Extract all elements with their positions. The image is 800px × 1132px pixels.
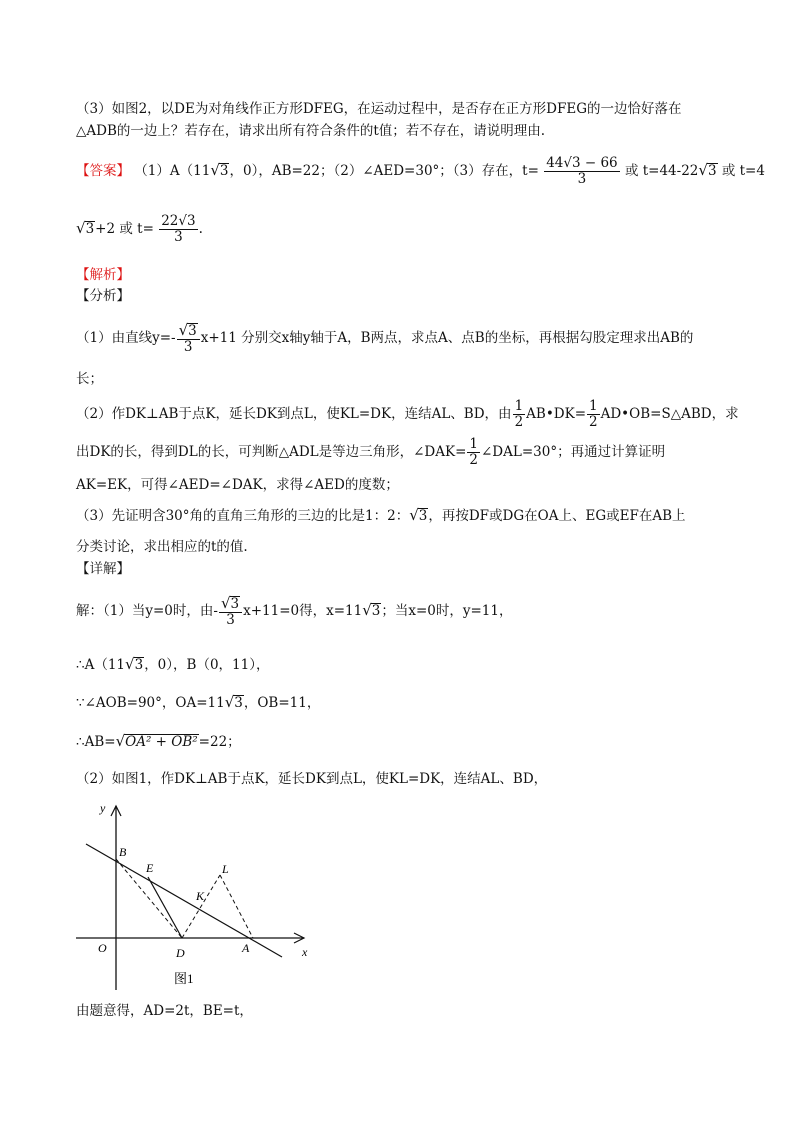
label-a: A	[242, 941, 250, 955]
analysis-2c: AD•OB=S△ABD，求	[600, 406, 739, 422]
detail-1a: 解：（1）当y=0时，由-	[76, 603, 218, 619]
answer-line-1: 【答案】 （1）A（11√3，0），AB=22；（2）∠AED=30°；（3）存在，t= $\frac{44√3 - 66}{3}$ 或 t=44-22√3 或 t=4	[76, 155, 765, 187]
fraction-sqrt3-over-3: $\frac{√3}{3}$	[219, 596, 242, 628]
question-3-line-1: （3）如图2，以DE为对角线作正方形DFEG，在运动过程中，是否存在正方形DFEG的一边恰好落在	[76, 101, 682, 117]
detail-step-1: 解：（1）当y=0时，由- $\frac{√3}{3}$ x+11=0得，x=11√3；当x=0时，y=11，	[76, 593, 513, 628]
sqrt-3: 3	[707, 163, 717, 179]
sqrt-3: 3	[219, 163, 229, 179]
detail-4a: ∴AB=	[76, 734, 116, 750]
analysis-2f: AK=EK，可得∠AED=∠DAK，求得∠AED的度数；	[76, 477, 399, 493]
detail-step-2: ∴A（11√3，0），B（0，11），	[76, 655, 270, 673]
analysis-1c: 长；	[76, 371, 103, 387]
den-2: 2	[589, 414, 598, 430]
analysis-1b: x+11 分别交x轴y轴于A，B两点，求点A、点B的坐标，再根据勾股定理求出AB的	[200, 330, 694, 346]
answer-line-2: √3+2 或 t= $\frac{22√3}{3}$ .	[76, 213, 203, 245]
answer-or2: 或 t=4	[721, 163, 765, 179]
den-3: 3	[183, 338, 193, 355]
jiexi-heading: 【解析】	[76, 267, 130, 283]
sqrt-3: 3	[234, 695, 243, 711]
fraction-t1-num: 44√3 − 66	[546, 155, 618, 171]
fraction-t2-den: 3	[174, 229, 183, 245]
label-b: B	[119, 845, 127, 859]
sqrt-3: 3	[418, 508, 428, 524]
label-k: K	[196, 889, 205, 903]
analysis-3: （3）先证明含30°角的直角三角形的三边的比是1：2：√3，再按DF或DG在OA上、EG或EF在AB上	[76, 506, 686, 524]
analysis-3c: 分类讨论，求出相应的t的值.	[76, 539, 248, 555]
detail-1b: x+11=0得，x=11	[243, 603, 363, 619]
detail-step-5: （2）如图1，作DK⊥AB于点K，延长DK到点L，使KL=DK，连结AL、BD，	[76, 771, 548, 787]
answer-part1: （1）A（11	[134, 163, 211, 179]
segment-la	[220, 875, 253, 938]
fraction-t1	[544, 156, 619, 187]
detail-2b: ，0），B（0，11），	[144, 657, 270, 673]
answer-line2a: +2 或 t=	[95, 221, 154, 237]
detail-step-6: 由题意得，AD=2t，BE=t，	[76, 1003, 253, 1019]
answer-part1b: ，0），AB=22；（2）∠AED=30°；（3）存在，t=	[229, 163, 539, 179]
segment-dl	[182, 875, 220, 938]
figure-caption: 图1	[174, 971, 194, 986]
segment-ed	[148, 877, 182, 938]
analysis-1a: （1）由直线y=-	[76, 330, 176, 346]
detail-step-4: ∴AB=√OA² + OB²=22；	[76, 732, 241, 750]
analysis-3a: （3）先证明含30°角的直角三角形的三边的比是1：2：	[76, 508, 410, 524]
fraction-half	[587, 399, 600, 430]
num-1: 1	[469, 436, 478, 452]
sqrt-3: 3	[85, 221, 95, 237]
analysis-2d: 出DK的长，得到DL的长，可判断△ADL是等边三角形，∠DAK=	[76, 444, 467, 460]
label-e: E	[146, 861, 154, 875]
figure-1	[70, 800, 320, 996]
label-l: L	[222, 862, 229, 876]
sqrt-oa2-ob2: OA² + OB²	[125, 734, 198, 750]
xiangjie-heading: 【详解】	[76, 561, 130, 577]
analysis-1	[76, 320, 693, 356]
label-d: D	[176, 946, 185, 960]
fenxi-heading: 【分析】	[76, 288, 130, 304]
label-x: x	[302, 945, 308, 959]
answer-or1: 或 t=44-22	[624, 163, 699, 179]
sqrt-3: 3	[134, 657, 144, 673]
den-2: 2	[514, 414, 524, 430]
sqrt-3: 3	[371, 603, 381, 619]
analysis-2a: （2）作DK⊥AB于点K，延长DK到点L，使KL=DK，连结AL、BD，由	[76, 406, 512, 422]
answer-tag: 【答案】	[76, 163, 130, 179]
detail-3a: ∵∠AOB=90°，OA=11	[76, 695, 225, 711]
detail-4b: =22；	[198, 734, 241, 750]
detail-1c: ；当x=0时，y=11，	[381, 603, 513, 619]
analysis-2e: ∠DAL=30°；再通过计算证明	[481, 444, 666, 460]
fraction-t1-den: 3	[577, 171, 587, 187]
analysis-2b: AB•DK=	[526, 406, 587, 422]
answer-end: .	[198, 221, 203, 237]
sqrt-3: 3	[230, 595, 240, 612]
sqrt-3: 3	[188, 322, 197, 339]
den-3: 3	[226, 611, 235, 628]
analysis-3b: ，再按DF或DG在OA上、EG或EF在AB上	[428, 508, 686, 524]
detail-2a: ∴A（11	[76, 657, 126, 673]
label-o: O	[98, 941, 107, 955]
analysis-2-line2	[76, 434, 665, 470]
label-y: y	[100, 801, 106, 815]
fraction-sqrt3-over-3: $\frac{√3}{3}$	[177, 323, 200, 355]
fraction-t2-num: 22√3	[161, 213, 196, 229]
detail-step-3: ∵∠AOB=90°，OA=11√3，OB=11，	[76, 693, 321, 711]
question-3-line-2: △ADB的一边上？若存在，请求出所有符合条件的t值；若不存在，请说明理由.	[76, 123, 546, 139]
fraction-t2	[159, 214, 197, 245]
analysis-2	[76, 396, 739, 432]
num-1: 1	[589, 398, 598, 414]
num-1: 1	[514, 398, 524, 414]
fraction-half	[467, 437, 480, 468]
fraction-half	[513, 399, 526, 430]
den-2: 2	[469, 452, 478, 468]
detail-3b: ，OB=11，	[243, 695, 321, 711]
